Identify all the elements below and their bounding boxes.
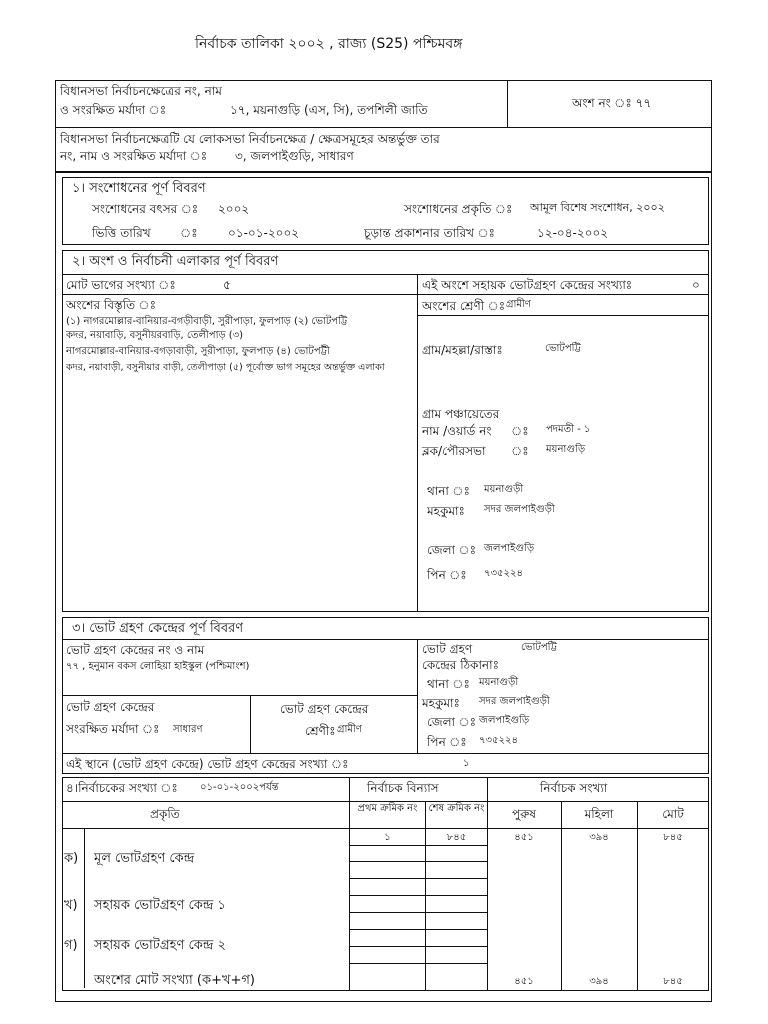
- gp-value: পদমতী - ১: [546, 424, 591, 435]
- base-date-value: ০১-০১-২০০২: [228, 226, 300, 240]
- revision-nature-value: আমূল বিশেষ সংশোধন, ২০০২: [530, 201, 665, 214]
- row-female: ৩৯৪: [589, 832, 609, 843]
- sections-count-value: ৫: [223, 278, 231, 292]
- extent-line: কদর, নয়াবাড়ী, বসুনীয়ার বাড়ী, তেলীপাড়া (৫) পূর্বোক্ত ভাগ সমূহের অন্তর্ভুক্ত এলাকা: [66, 362, 385, 373]
- row-last: ৮৪৫: [446, 832, 467, 843]
- final-date-value: ১২-০৪-২০০২: [537, 226, 609, 240]
- subdivision-label: মহকুমাঃ: [427, 504, 465, 518]
- col-total: মোট: [662, 807, 684, 821]
- row-name: সহায়ক ভোটগ্রহণ কেন্দ্র ২: [94, 938, 226, 953]
- polling-station-label: ভোট গ্রহণ কেন্দ্রের নং ও নাম: [66, 643, 205, 657]
- thana-label: থানা ঃ: [427, 484, 470, 498]
- lok-sabha-label-2: নং, নাম ও সংরক্ষিত মর্যাদা ঃ: [60, 149, 208, 163]
- pin-value: ৭৩৫২২৪: [484, 568, 523, 579]
- total-total: ৮৪৫: [663, 976, 683, 987]
- gp-label: গ্রাম পঞ্চায়েতের: [422, 407, 500, 421]
- ps-district-value: জলপাইগুড়ি: [479, 715, 530, 726]
- address-value: ভোটপট্টি: [521, 642, 557, 653]
- section-revision-heading: ১। সংশোধনের পূর্ণ বিবরণ: [72, 181, 206, 196]
- ps-subdivision-label: মহকুমাঃ: [422, 696, 460, 710]
- address-label: ভোট গ্রহণ: [422, 642, 473, 656]
- final-date-label: চূড়ান্ত প্রকাশনার তারিখ ঃ: [364, 226, 495, 240]
- thana-value: ময়নাগুড়ী: [484, 484, 524, 495]
- col-male: পুরুষ: [512, 807, 536, 821]
- category-value: গ্রামীণ: [506, 299, 531, 310]
- extent-line: নাগরমোল্লার-বানিয়ার-বগড়াবাড়ী, সুরীপাড়া, ফুলপাড় (৪) ভোটপট্টী: [66, 346, 330, 357]
- ps-pin-label: পিন ঃ: [427, 735, 467, 749]
- revision-year-value: ২০০২: [218, 202, 250, 216]
- total-label: অংশের মোট সংখ্যা (ক+খ+গ): [94, 973, 256, 988]
- row-key: গ): [64, 938, 78, 953]
- row-name: মূল ভোটগ্রহণ কেন্দ্র: [94, 851, 195, 866]
- block-label: ব্লক/পৌরসভা: [422, 444, 486, 458]
- district-value: জলপাইগুড়ি: [484, 543, 535, 554]
- electors-heading: ৪।নির্বাচকের সংখ্যা ঃ: [66, 781, 178, 795]
- reservation-value: সাধারণ: [173, 724, 203, 735]
- section-area: [62, 250, 709, 612]
- revision-year-label: সংশোধনের বৎসর ঃ: [92, 202, 199, 216]
- ps-thana-label: থানা ঃ: [427, 677, 470, 691]
- total-male: ৪৫১: [514, 976, 534, 987]
- polling-station-value: ৭৭ , হনুমান বকস লোহিয়া হাইস্কুল (পশ্চিমাংশ): [66, 661, 250, 672]
- electors-heading-value: ০১-০১-২০০২পর্যন্ত: [200, 782, 279, 793]
- reservation-label-2: সংরক্ষিত মর্যাদা ঃ: [66, 722, 160, 736]
- ps-district-label: জেলা ঃ: [427, 715, 476, 729]
- category-label: অংশের শ্রেণী ঃ: [422, 299, 506, 313]
- part-number: অংশ নং ঃ ৭৭: [572, 96, 652, 110]
- village-value: ভোটপট্টি: [545, 343, 581, 354]
- base-date-colon: ঃ: [180, 226, 198, 240]
- station-count-label: এই স্থানে (ভোট গ্রহণ কেন্দ্রে) ভোট গ্রহণ কেন্দ্রের সংখ্যা ঃ: [66, 757, 349, 771]
- aux-station-value: ০: [692, 278, 700, 292]
- row-total: ৮৪৫: [663, 832, 683, 843]
- section-area-heading: ২। অংশ ও নির্বাচনী এলাকার পূর্ণ বিবরণ: [72, 254, 279, 269]
- gp-label-2: নাম /ওয়ার্ড নং: [422, 424, 492, 438]
- gp-colon: ঃ: [511, 424, 529, 438]
- assembly-label: বিধানসভা নির্বাচনক্ষেত্রের নং, নাম: [60, 84, 222, 98]
- address-label-2: কেন্দ্রের ঠিকানাঃ: [422, 658, 499, 672]
- pin-label: পিন ঃ: [427, 568, 467, 582]
- subdivision-value: সদর জলপাইগুড়ী: [484, 504, 555, 515]
- col-nature: প্রকৃতি: [150, 807, 180, 821]
- total-female: ৩৯৪: [589, 976, 609, 987]
- assembly-value: ১৭, ময়নাগুড়ি (এস, সি), তপশিলী জাতি: [230, 103, 428, 117]
- sections-count-label: মোট ভাগের সংখ্যা ঃ: [66, 278, 176, 292]
- revision-nature-label: সংশোধনের প্রকৃতি ঃ: [404, 202, 513, 216]
- lok-sabha-value: ৩, জলপাইগুড়ি, সাধারণ: [235, 149, 354, 163]
- village-label: গ্রাম/মহল্লা/রাস্তাঃ: [422, 343, 503, 357]
- district-label: জেলা ঃ: [427, 543, 476, 557]
- col-last-serial: শেষ ক্রমিক নং: [428, 803, 485, 814]
- row-key: খ): [64, 898, 78, 913]
- col-first-serial: প্রথম ক্রমিক নং: [357, 803, 418, 814]
- block-value: ময়নাগুড়ি: [546, 444, 586, 455]
- station-count-value: ১: [463, 758, 470, 769]
- station-type-value: গ্রামীণ: [337, 724, 362, 735]
- station-type-label: ভোট গ্রহণ কেন্দ্রের: [280, 702, 369, 716]
- row-key: ক): [64, 851, 79, 866]
- section-polling-heading: ৩। ভোট গ্রহণ কেন্দ্রের পূর্ণ বিবরণ: [72, 621, 244, 636]
- ps-pin-value: ৭৩৫২২৪: [479, 735, 518, 746]
- col-female: মহিলা: [584, 807, 614, 821]
- block-colon: ঃ: [511, 444, 529, 458]
- assembly-label-2: ও সংরক্ষিত মর্যাদা ঃ: [60, 103, 167, 117]
- lok-sabha-label: বিধানসভা নির্বাচনক্ষেত্রটি যে লোকসভা নির্বাচনক্ষেত্র / ক্ষেত্রসমূহের অন্তর্ভুক্ত তার: [60, 132, 440, 146]
- ps-thana-value: ময়নাগুড়ী: [479, 677, 519, 688]
- row-male: ৪৫১: [514, 832, 534, 843]
- page-title: নির্বাচক তালিকা ২০০২ , রাজ্য (S25) পশ্চিমবঙ্গ: [195, 36, 463, 52]
- arrangement-label: নির্বাচক বিন্যাস: [367, 781, 439, 795]
- row-first: ১: [384, 832, 391, 843]
- ps-subdivision-value: সদর জলপাইগুড়ী: [479, 696, 550, 707]
- reservation-label: ভোট গ্রহণ কেন্দ্রের: [66, 700, 155, 714]
- count-label: নির্বাচক সংখ্যা: [540, 781, 608, 795]
- aux-station-label: এই অংশে সহায়ক ভোটগ্রহণ কেন্দ্রের সংখ্যাঃ: [422, 278, 633, 292]
- base-date-label: ভিত্তি তারিখ: [92, 226, 151, 240]
- extent-label: অংশের বিস্তৃতি ঃ: [66, 298, 157, 312]
- extent-line: (১) নাগরমোল্লার-বানিয়ার-বগড়ীবাড়ী, সুরীপাড়া, ফুলপাড় (২) ভোটপট্টি: [66, 316, 348, 327]
- station-type-label-2: শ্রেণীঃ: [305, 724, 336, 738]
- extent-line: কদর, নয়াবাড়ি, বসুনীয়রবাড়ি, তেলীপাড় (৩): [66, 330, 244, 341]
- row-name: সহায়ক ভোটগ্রহণ কেন্দ্র ১: [94, 898, 226, 913]
